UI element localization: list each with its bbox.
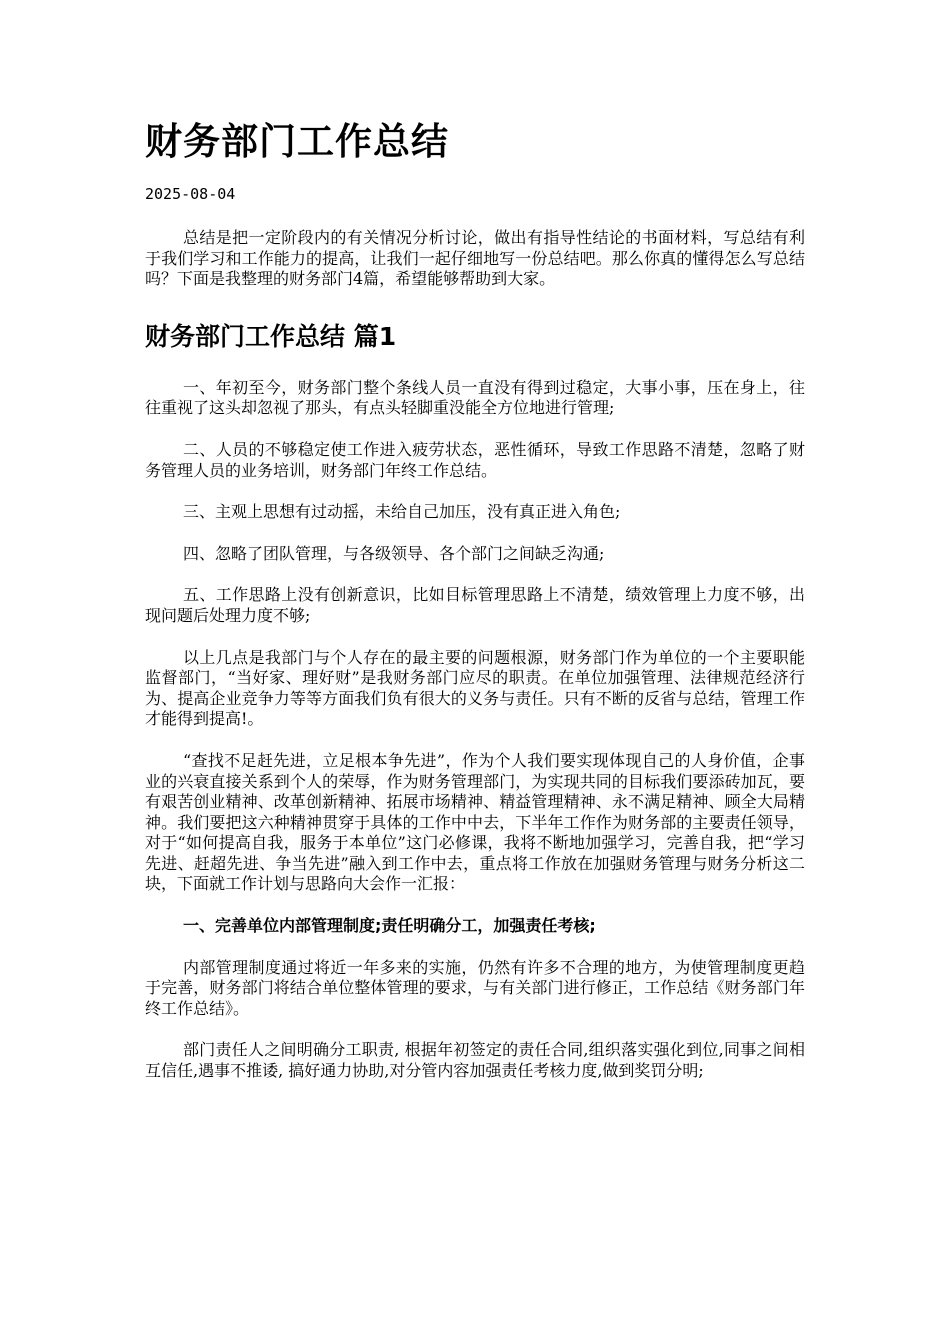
section-heading: 财务部门工作总结 篇1 [145, 321, 397, 351]
body-paragraph: 五、工作思路上没有创新意识，比如目标管理思路上不清楚，绩效管理上力度不够，出现问题后处理力度不够; [145, 585, 805, 625]
document-page [145, 0, 805, 1082]
subsection-heading: 一、完善单位内部管理制度;责任明确分工，加强责任考核; [183, 916, 596, 936]
body-paragraph: 以上几点是我部门与个人存在的最主要的问题根源，财务部门作为单位的一个主要职能监督部门，“当好家、理好财”是我财务部门应尽的职责。在单位加强管理、法律规范经济行为、提高企业竞争力等等方面我们负有很大的义务与责任。只有不断的反省与总结，管理工作才能得到提高!。 [145, 647, 805, 729]
body-paragraph: 三、主观上思想有过动摇，未给自己加压，没有真正进入角色; [183, 502, 621, 522]
document-title: 财务部门工作总结 [145, 120, 449, 163]
body-paragraph: 部门责任人之间明确分工职责, 根据年初签定的责任合同,组织落实强化到位,同事之间相互信任,遇事不推诿, 搞好通力协助,对分管内容加强责任考核力度,做到奖罚分明; [145, 1040, 805, 1081]
body-paragraph: 内部管理制度通过将近一年多来的实施，仍然有许多不合理的地方，为使管理制度更趋于完善，财务部门将结合单位整体管理的要求，与有关部门进行修正，工作总结《财务部门年终工作总结》。 [145, 957, 805, 1018]
body-paragraph: 四、忽略了团队管理，与各级领导、各个部门之间缺乏沟通; [183, 543, 605, 563]
body-paragraph: 二、人员的不够稳定使工作进入疲劳状态，恶性循环，导致工作思路不清楚，忽略了财务管理人员的业务培训，财务部门年终工作总结。 [145, 439, 805, 480]
body-paragraph: 一、年初至今，财务部门整个条线人员一直没有得到过稳定，大事小事，压在身上，往往重视了这头却忽视了那头，有点头轻脚重没能全方位地进行管理; [145, 377, 805, 418]
intro-paragraph: 总结是把一定阶段内的有关情况分析讨论，做出有指导性结论的书面材料，写总结有利于我们学习和工作能力的提高，让我们一起仔细地写一份总结吧。那么你真的懂得怎么写总结吗？下面是我整理的财务部门4篇，希望能够帮助到大家。 [145, 228, 805, 289]
body-paragraph: “查找不足赶先进，立足根本争先进”，作为个人我们要实现体现自己的人身价值，企事业的兴衰直接关系到个人的荣辱，作为财务管理部门，为实现共同的目标我们要添砖加瓦，要有艰苦创业精神、改革创新精神、拓展市场精神、精益管理精神、永不满足精神、顾全大局精神。我们要把这六种精神贯穿于具体的工作中中去，下半年工作作为财务部的主要责任领导，对于“如何提高自我，服务于本单位”这门必修课，我将不断地加强学习，完善自我，把“学习先进、赶超先进、争当先进”融入到工作中去，重点将工作放在加强财务管理与财务分析这二块，下面就工作计划与思路向大会作一汇报： [145, 750, 805, 894]
document-date: 2025-08-04 [145, 185, 236, 203]
